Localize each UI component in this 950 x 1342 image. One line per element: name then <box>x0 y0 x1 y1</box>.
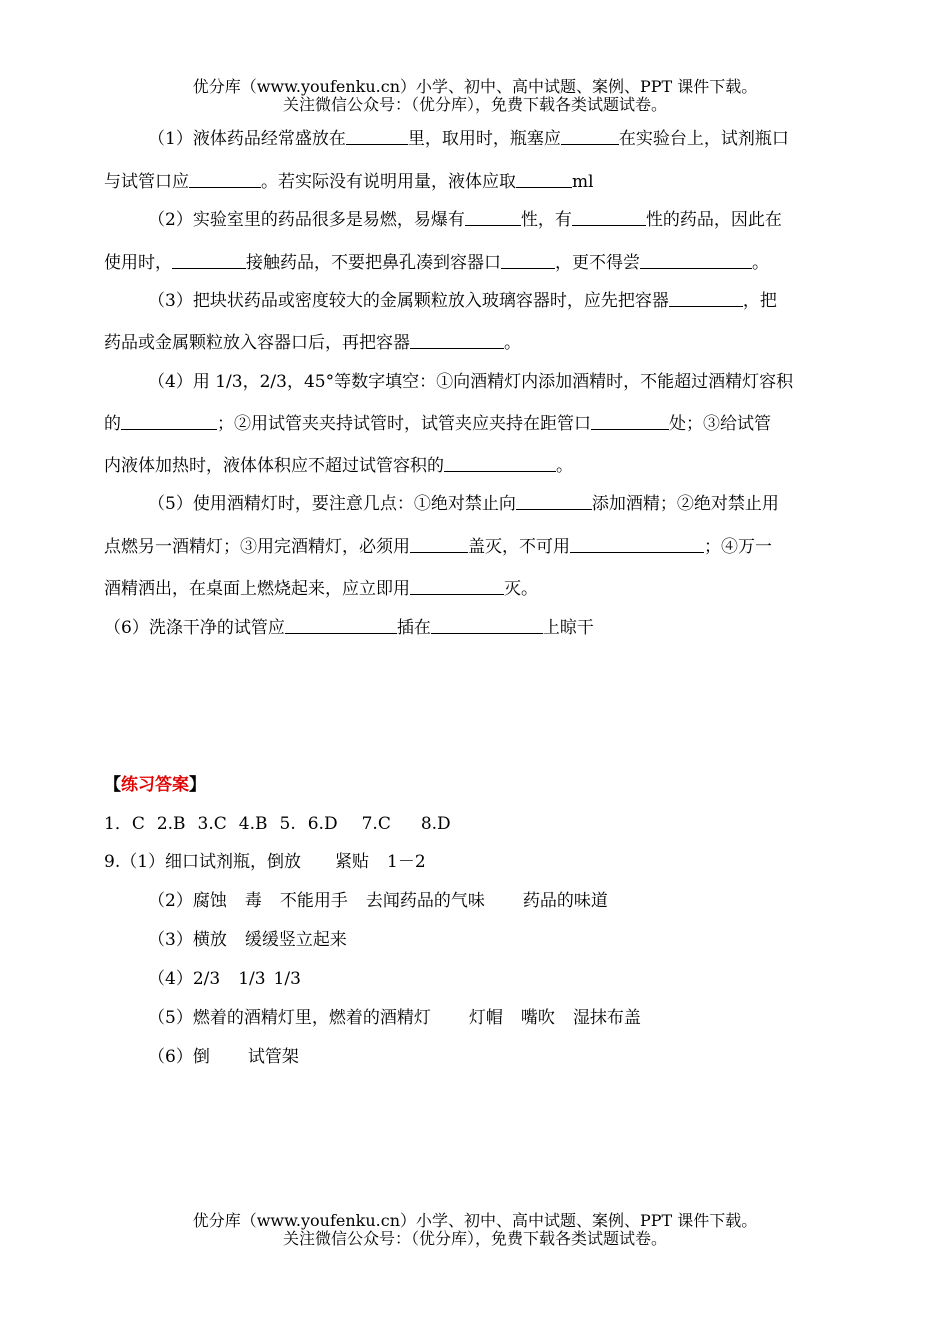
blank <box>465 209 521 226</box>
blank <box>444 455 556 472</box>
q2-line-1: （2）实验室里的药品很多是易燃，易爆有 性，有 性的药品，因此在 <box>148 210 782 230</box>
q4-line-3: 内液体加热时，液体体积应不超过试管容积的 。 <box>104 456 573 476</box>
blank <box>189 171 261 188</box>
q1-line-2: 与试管口应 。若实际没有说明用量，液体应取 ml <box>104 172 594 192</box>
blank <box>561 128 619 145</box>
header-line-2: 关注微信公众号：（优分库），免费下载各类试题试卷。 <box>282 95 667 114</box>
blank <box>121 413 217 430</box>
blank <box>516 493 592 510</box>
blank <box>410 536 468 553</box>
blank <box>516 171 572 188</box>
blank <box>501 252 555 269</box>
answer-9-6: （6）倒 试管架 <box>148 1047 299 1067</box>
answers-heading: 【练习答案】 <box>104 775 206 795</box>
blank <box>410 578 504 595</box>
answer-9-5: （5）燃着的酒精灯里，燃着的酒精灯 灯帽 嘴吹 湿抹布盖 <box>148 1008 641 1028</box>
q2-line-2: 使用时， 接触药品，不要把鼻孔凑到容器口 ，更不得尝 。 <box>104 253 769 273</box>
page-header <box>0 78 950 114</box>
blank <box>591 413 669 430</box>
q3-line-1: （3）把块状药品或密度较大的金属颗粒放入玻璃容器时，应先把容器 ，把 <box>148 291 777 311</box>
q3-line-2: 药品或金属颗粒放入容器口后，再把容器 。 <box>104 333 521 353</box>
blank <box>640 252 752 269</box>
page-footer <box>0 1212 950 1248</box>
q6-line: （6）洗涤干净的试管应 插在 上晾干 <box>104 618 594 638</box>
blank <box>431 617 543 634</box>
q4-line-1: （4）用 1/3，2/3，45°等数字填空：①向酒精灯内添加酒精时，不能超过酒精灯容积 <box>148 372 794 392</box>
q4-line-2: 的 ；②用试管夹夹持试管时，试管夹应夹持在距管口 处；③给试管 <box>104 414 771 434</box>
answers-title: 练习答案 <box>121 775 189 795</box>
q5-line-2: 点燃另一酒精灯；③用完酒精灯，必须用 盖灭，不可用 ；④万一 <box>104 537 772 557</box>
answers-multiple-choice: 1．C 2.B 3.C 4.B 5. 6.D 7.C 8.D <box>104 814 451 834</box>
answer-9-4: （4）2/3 1/3 1/3 <box>148 969 301 989</box>
answer-9-3: （3）横放 缓缓竖立起来 <box>148 930 347 950</box>
footer-line-1: 优分库（www.youfenku.cn）小学、初中、高中试题、案例、PPT 课件下载。 <box>192 1211 758 1230</box>
footer-line-2: 关注微信公众号：（优分库），免费下载各类试题试卷。 <box>282 1229 667 1248</box>
answer-9-2: （2）腐蚀 毒 不能用手 去闻药品的气味 药品的味道 <box>148 891 608 911</box>
q5-line-3: 酒精洒出，在桌面上燃烧起来，应立即用 灭。 <box>104 579 538 599</box>
blank <box>669 290 743 307</box>
blank <box>572 209 646 226</box>
answer-9-1: 9.（1）细口试剂瓶，倒放 紧贴 1－2 <box>104 852 426 872</box>
q5-line-1: （5）使用酒精灯时，要注意几点：①绝对禁止向 添加酒精；②绝对禁止用 <box>148 494 779 514</box>
blank <box>285 617 397 634</box>
blank <box>172 252 246 269</box>
header-line-1: 优分库（www.youfenku.cn）小学、初中、高中试题、案例、PPT 课件下载。 <box>192 77 758 96</box>
blank <box>410 332 504 349</box>
q1-line-1: （1）液体药品经常盛放在 里，取用时，瓶塞应 在实验台上，试剂瓶口 <box>148 129 789 149</box>
blank <box>570 536 704 553</box>
blank <box>346 128 408 145</box>
